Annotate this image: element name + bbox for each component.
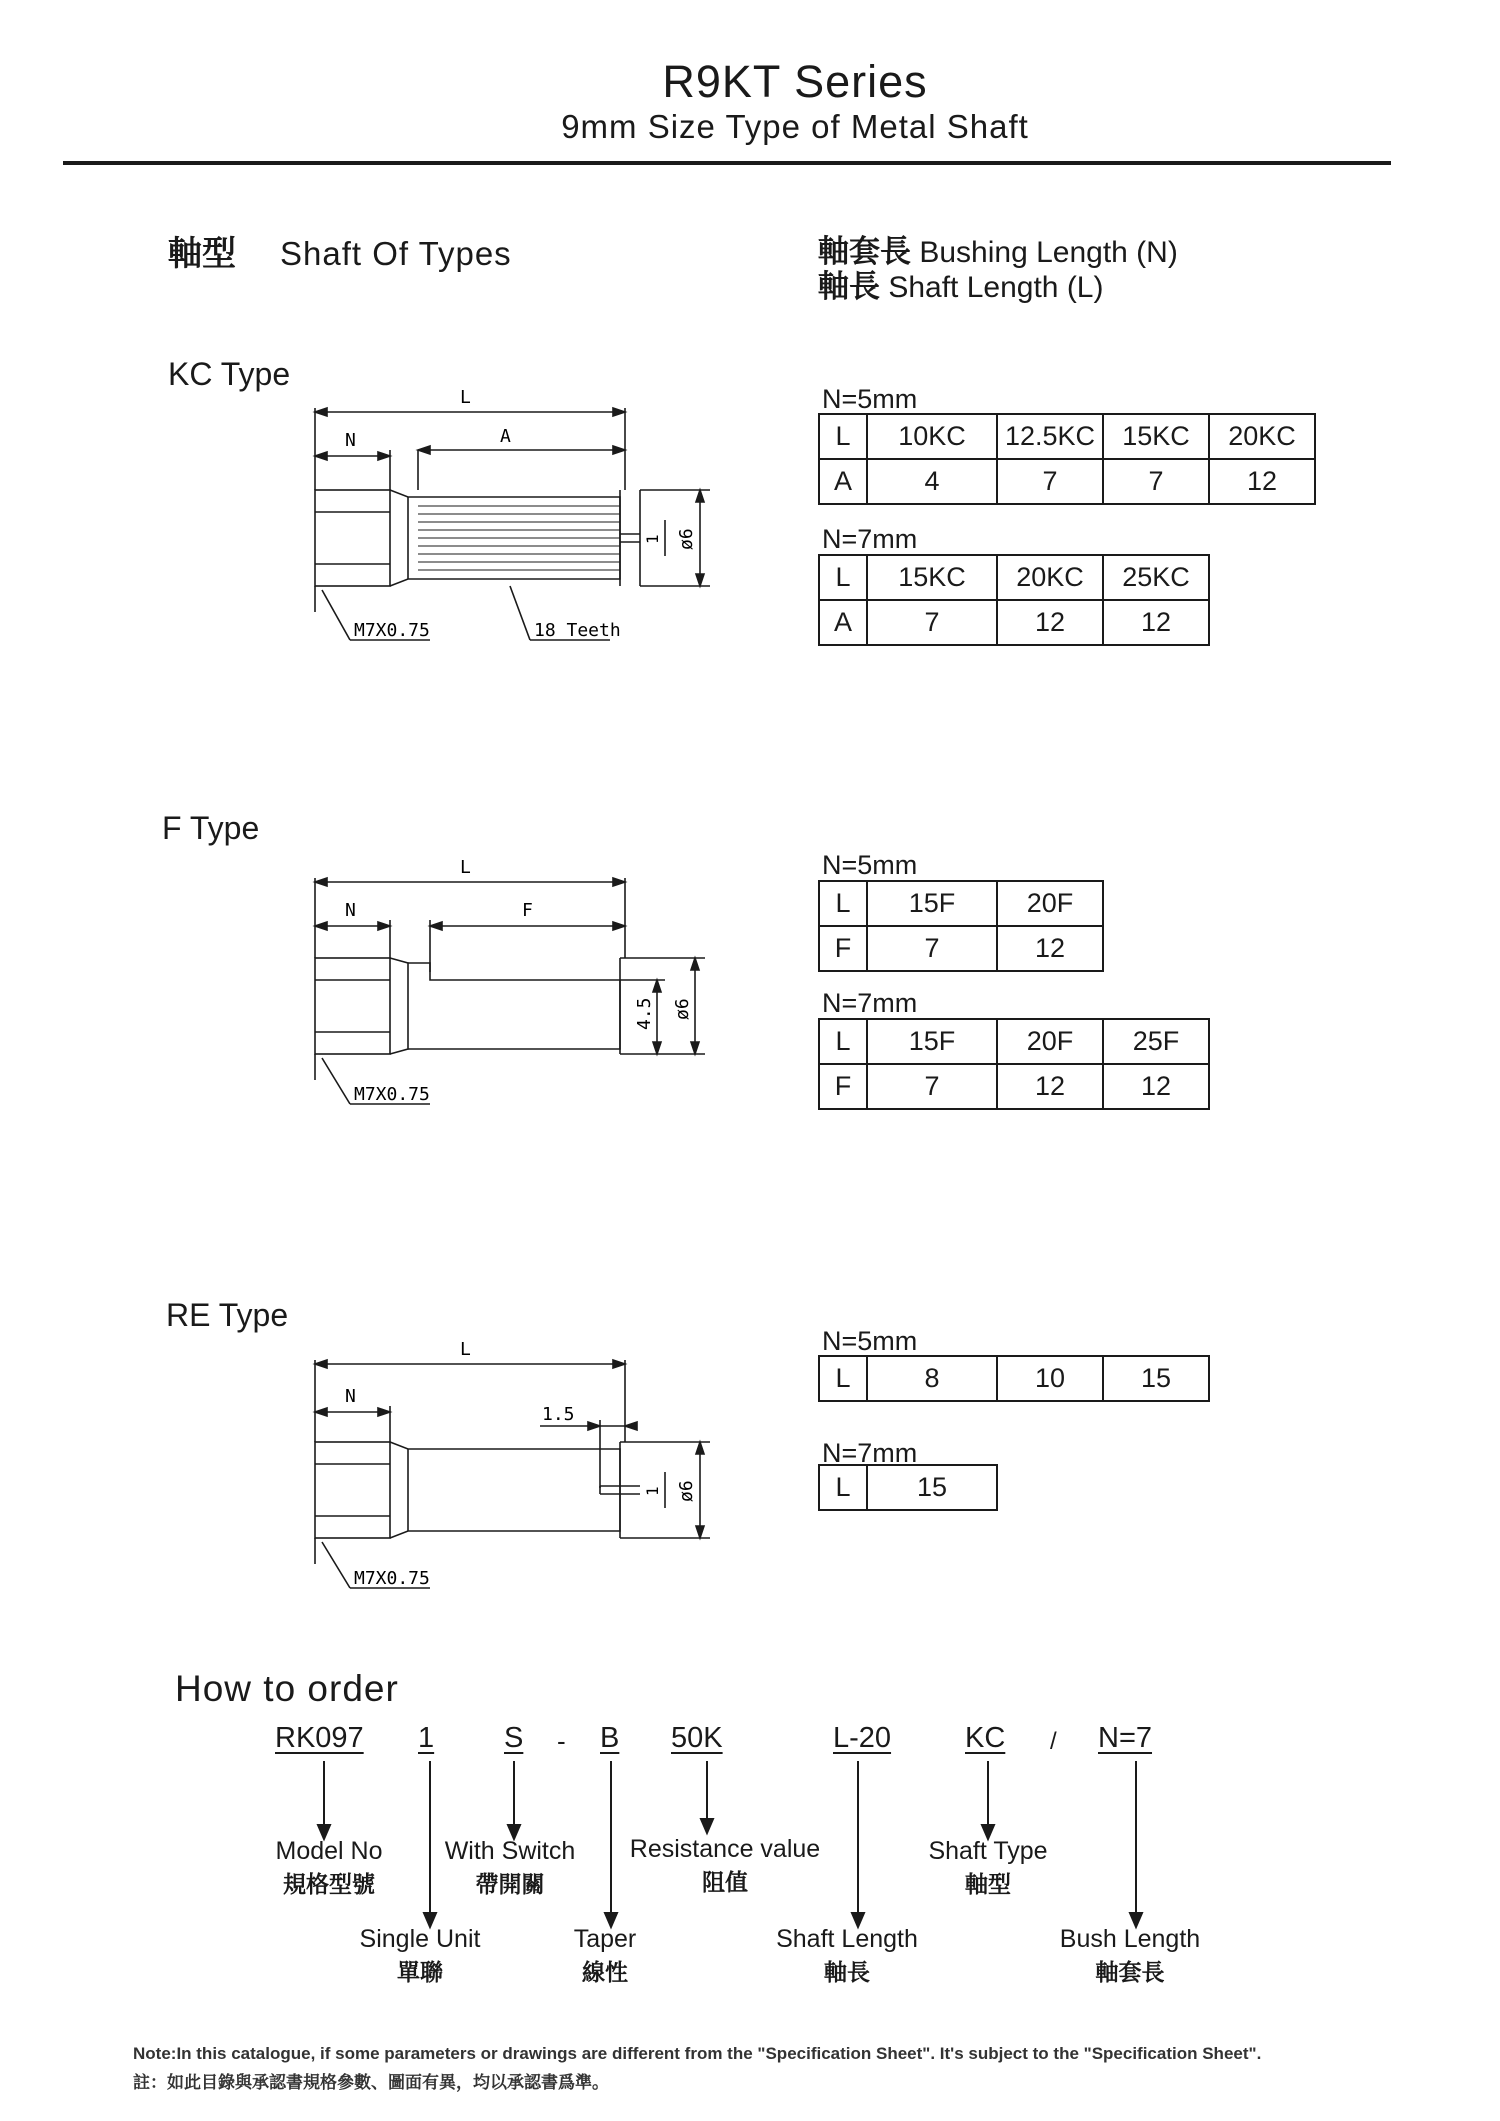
table-cell: L (819, 1465, 867, 1510)
order-code-switch: S (504, 1722, 524, 1754)
re-n5-table (818, 1355, 1210, 1402)
table-cell: 4 (867, 459, 997, 504)
table-cell: A (819, 459, 867, 504)
table-cell: L (819, 881, 867, 926)
order-label-bush: Bush Length 軸套長 (1059, 1925, 1201, 1986)
kc-teeth: 18 Teeth (534, 620, 621, 641)
kc-n7-table (818, 554, 1210, 646)
table-cell: 7 (867, 600, 997, 645)
page-title: R9KT Series (662, 56, 928, 107)
f-dim-l: L (460, 860, 471, 878)
table-cell: 7 (867, 1064, 997, 1109)
kc-dim-a: A (500, 426, 511, 447)
table-cell: 12 (1209, 459, 1315, 504)
table-cell: A (819, 600, 867, 645)
re-dim-n: N (345, 1386, 356, 1407)
table-cell: 15F (867, 1019, 997, 1064)
kc-dim-n: N (345, 430, 356, 451)
table-cell: F (819, 1064, 867, 1109)
shaft-types-zh: 軸型 (168, 234, 236, 274)
table-cell: 20F (997, 881, 1103, 926)
order-label-model: Model No 規格型號 (275, 1837, 383, 1898)
header-rule (63, 161, 1391, 165)
re-shaft-drawing (290, 1342, 730, 1602)
table-cell: 15F (867, 881, 997, 926)
bushing-zh: 軸套長 (818, 234, 911, 270)
table-cell: 12 (1103, 600, 1209, 645)
order-code-shaftlen: L-20 (833, 1722, 892, 1754)
table-cell: 10KC (867, 414, 997, 459)
f-flat: 4.5 (634, 997, 655, 1030)
order-code-bush: N=7 (1098, 1722, 1153, 1754)
re-dia: ø6 (676, 1480, 697, 1502)
order-label-switch: With Switch 帶開關 (444, 1837, 576, 1898)
f-dia: ø6 (672, 998, 693, 1020)
footer-note-en: Note:In this catalogue, if some parameters or drawings are different from the "Specification Sheet". It's subject to the "Specification Sheet". (133, 2044, 1262, 2063)
kc-n5-table (818, 413, 1316, 505)
table-cell: 20KC (997, 555, 1103, 600)
f-n5-table (818, 880, 1104, 972)
order-label-resist: Resistance value 阻值 (629, 1835, 821, 1896)
order-code-dash: - (557, 1726, 566, 1756)
order-label-taper: Taper 線性 (573, 1925, 637, 1986)
page-subtitle: 9mm Size Type of Metal Shaft (561, 108, 1029, 145)
table-cell: 15KC (867, 555, 997, 600)
shaftlen-en: Shaft Length (L) (888, 271, 1104, 304)
re-dim-slotw: 1.5 (542, 1404, 575, 1425)
table-cell: L (819, 555, 867, 600)
table-cell: 12.5KC (997, 414, 1103, 459)
order-code-single: 1 (418, 1722, 435, 1754)
order-code-resist: 50K (671, 1722, 723, 1754)
order-code-taper: B (600, 1722, 620, 1754)
order-label-single: Single Unit 單聯 (359, 1925, 481, 1986)
order-label-shaftlen: Shaft Length 軸長 (776, 1925, 918, 1986)
re-dim-l: L (460, 1342, 471, 1360)
kc-dim-l: L (460, 390, 471, 408)
f-thread: M7X0.75 (354, 1084, 430, 1105)
table-cell: 10 (997, 1356, 1103, 1401)
kc-n5-label: N=5mm (822, 384, 918, 414)
table-cell: L (819, 1019, 867, 1064)
table-cell: 12 (997, 1064, 1103, 1109)
table-cell: 7 (1103, 459, 1209, 504)
re-thread: M7X0.75 (354, 1568, 430, 1589)
table-cell: 12 (997, 926, 1103, 971)
table-cell: 15 (1103, 1356, 1209, 1401)
order-code-shafttype: KC (965, 1722, 1006, 1754)
kc-thread: M7X0.75 (354, 620, 430, 641)
table-cell: 7 (997, 459, 1103, 504)
re-slot: 1 (643, 1486, 662, 1496)
table-cell: 25F (1103, 1019, 1209, 1064)
re-type-title: RE Type (166, 1297, 289, 1333)
shaft-types-en: Shaft Of Types (280, 235, 512, 272)
table-cell: 25KC (1103, 555, 1209, 600)
re-n5-label: N=5mm (822, 1326, 918, 1356)
order-label-shafttype: Shaft Type 軸型 (928, 1837, 1048, 1898)
f-dim-f: F (522, 900, 533, 921)
table-cell: 7 (867, 926, 997, 971)
f-shaft-drawing (290, 860, 730, 1120)
table-cell: 15KC (1103, 414, 1209, 459)
table-cell: 12 (997, 600, 1103, 645)
order-code-model: RK097 (275, 1722, 364, 1754)
kc-n7-label: N=7mm (822, 524, 918, 554)
footer-note-zh: 註：如此目錄與承認書規格參數、圖面有異，均以承認書爲準。 (133, 2073, 609, 2093)
table-cell: L (819, 1356, 867, 1401)
table-cell: L (819, 414, 867, 459)
kc-slot: 1 (643, 534, 662, 544)
how-to-order-title: How to order (175, 1668, 399, 1709)
f-n7-table (818, 1018, 1210, 1110)
table-cell: 20KC (1209, 414, 1315, 459)
kc-type-title: KC Type (168, 356, 291, 392)
shaftlen-zh: 軸長 (818, 269, 880, 305)
kc-dia: ø6 (676, 528, 697, 550)
order-code-slash: / (1050, 1728, 1057, 1755)
re-n7-table (818, 1464, 998, 1511)
f-n7-label: N=7mm (822, 988, 918, 1018)
table-cell: 12 (1103, 1064, 1209, 1109)
f-type-title: F Type (162, 810, 260, 846)
re-n7-label: N=7mm (822, 1438, 918, 1468)
table-cell: F (819, 926, 867, 971)
f-n5-label: N=5mm (822, 850, 918, 880)
table-cell: 15 (867, 1465, 997, 1510)
bushing-en: Bushing Length (N) (919, 236, 1178, 269)
table-cell: 8 (867, 1356, 997, 1401)
shaft-length-heading (818, 261, 1104, 306)
table-cell: 20F (997, 1019, 1103, 1064)
f-dim-n: N (345, 900, 356, 921)
kc-shaft-drawing (290, 390, 730, 660)
